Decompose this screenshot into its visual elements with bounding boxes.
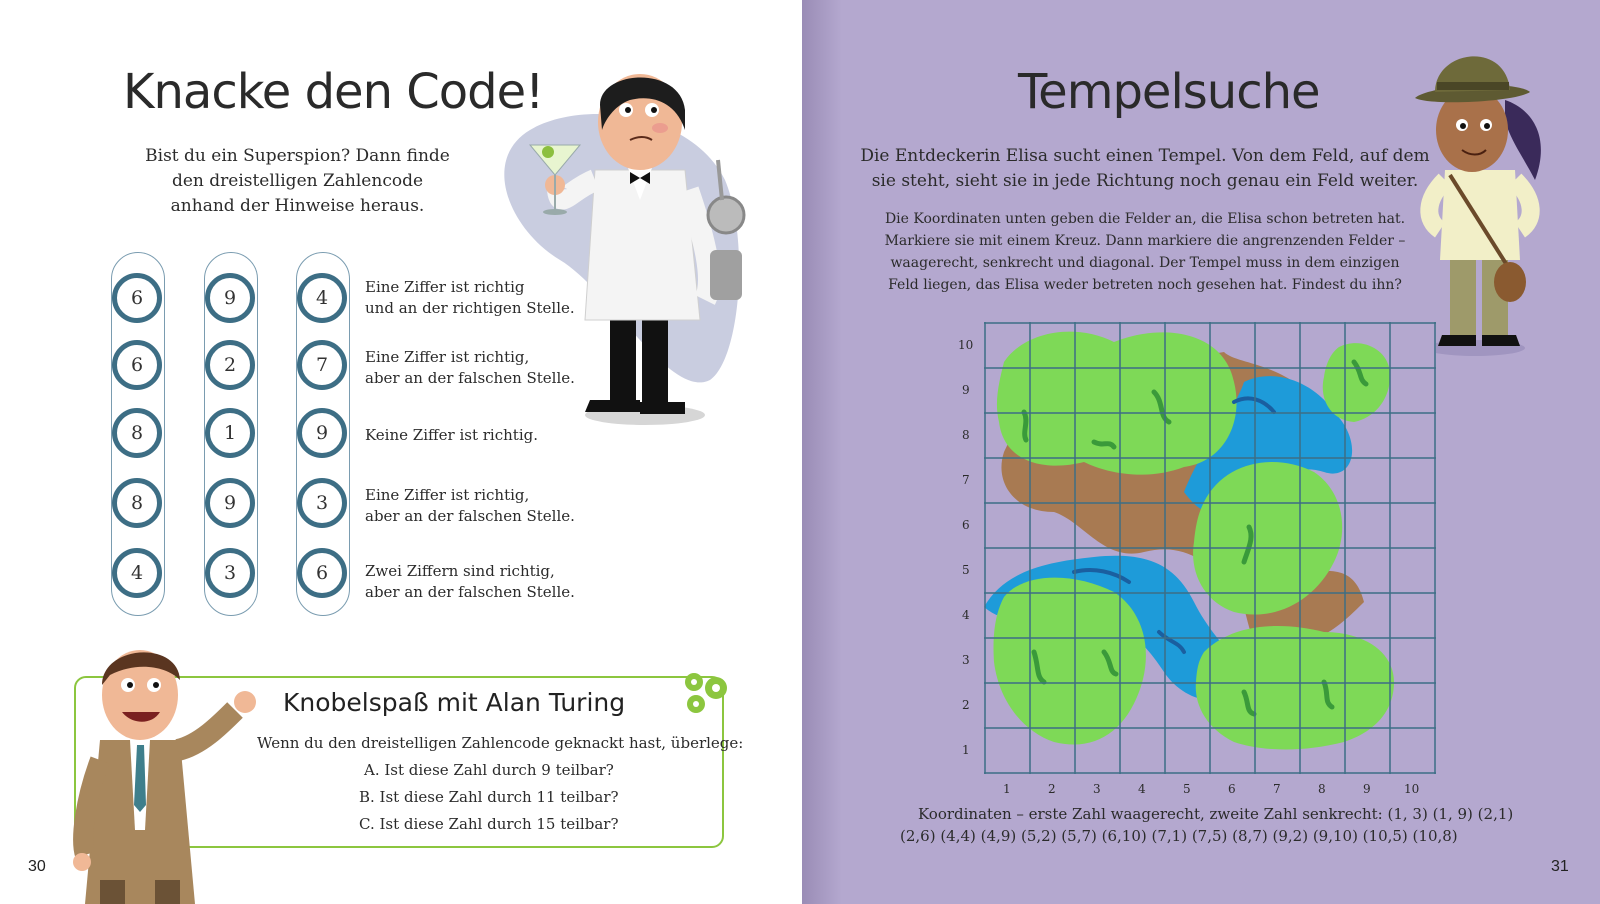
grid-y-label: 6 (962, 518, 970, 532)
grid-y-label: 1 (962, 743, 970, 757)
grid-x-label: 7 (1273, 782, 1281, 796)
code-digit: 2 (205, 340, 255, 390)
code-digit: 9 (205, 478, 255, 528)
grid-x-label: 5 (1183, 782, 1191, 796)
code-hint: Eine Ziffer ist richtig und an der richtigen Stelle. (365, 278, 575, 317)
grid-x-label: 6 (1228, 782, 1236, 796)
grid-y-label: 5 (962, 563, 970, 577)
intro-line: sie steht, sieht sie in jede Richtung noch genau ein Feld weiter. (871, 171, 1419, 191)
spy-illustration (490, 60, 780, 440)
code-intro (130, 144, 465, 219)
turing-box-title: Knobelspaß mit Alan Turing (283, 688, 626, 717)
code-digit: 9 (297, 408, 347, 458)
grid-x-label: 4 (1138, 782, 1146, 796)
page-title-temple: Tempelsuche (1018, 64, 1320, 120)
grid-x-label: 3 (1093, 782, 1101, 796)
turing-question-item: B. Ist diese Zahl durch 11 teilbar? (359, 788, 619, 806)
code-digit: 9 (205, 273, 255, 323)
page-number-right: 31 (1551, 858, 1569, 875)
coordinates-line: (2,6) (4,4) (4,9) (5,2) (5,7) (6,10) (7,1) (7,5) (8,7) (9,2) (9,10) (10,5) (10,8) (900, 827, 1458, 845)
grid-x-label: 2 (1048, 782, 1056, 796)
code-digit: 4 (112, 548, 162, 598)
grid-x-label: 9 (1363, 782, 1371, 796)
intro-line: den dreistelligen Zahlencode (171, 171, 424, 191)
instruction-line: Feld liegen, das Elisa weder betreten noch gesehen hat. Findest du ihn? (888, 277, 1402, 293)
grid-y-label: 3 (962, 653, 970, 667)
grid-x-label: 10 (1404, 782, 1420, 796)
code-hint: Eine Ziffer ist richtig, aber an der falschen Stelle. (365, 348, 575, 387)
book-spine-shadow (802, 0, 842, 904)
temple-map-grid (984, 322, 1436, 774)
code-digit: 3 (205, 548, 255, 598)
grid-y-label: 7 (962, 473, 970, 487)
explorer-illustration (1410, 30, 1560, 360)
code-digit: 8 (112, 408, 162, 458)
code-digit: 6 (297, 548, 347, 598)
alan-turing-illustration (60, 640, 260, 904)
code-hint: Zwei Ziffern sind richtig, aber an der falschen Stelle. (365, 562, 575, 601)
grid-x-label: 1 (1003, 782, 1011, 796)
turing-question-item: C. Ist diese Zahl durch 15 teilbar? (359, 815, 619, 833)
code-digit: 3 (297, 478, 347, 528)
code-digit: 4 (297, 273, 347, 323)
temple-intro (850, 144, 1440, 194)
turing-question-item: A. Ist diese Zahl durch 9 teilbar? (364, 761, 614, 779)
temple-instructions (860, 208, 1430, 296)
intro-line: Bist du ein Superspion? Dann finde (145, 146, 450, 166)
grid-y-label: 2 (962, 698, 970, 712)
grid-y-label: 10 (958, 338, 974, 352)
code-digit: 1 (205, 408, 255, 458)
turing-question: Wenn du den dreistelligen Zahlencode geknackt hast, überlege: (257, 734, 744, 752)
page-title-code: Knacke den Code! (123, 64, 544, 120)
coordinates-line: Koordinaten – erste Zahl waagerecht, zweite Zahl senkrecht: (1, 3) (1, 9) (2,1) (918, 805, 1514, 823)
code-digit: 6 (112, 340, 162, 390)
grid-y-label: 9 (962, 383, 970, 397)
instruction-line: waagerecht, senkrecht und diagonal. Der Tempel muss in dem einzigen (890, 255, 1400, 271)
code-hint: Keine Ziffer ist richtig. (365, 426, 538, 444)
grid-x-label: 8 (1318, 782, 1326, 796)
page-number-left: 30 (28, 858, 46, 875)
instruction-line: Markiere sie mit einem Kreuz. Dann markiere die angrenzenden Felder – (884, 233, 1406, 249)
coordinates-list (900, 803, 1513, 847)
code-hint: Eine Ziffer ist richtig, aber an der falschen Stelle. (365, 486, 575, 525)
code-digit: 7 (297, 340, 347, 390)
grid-y-label: 4 (962, 608, 970, 622)
intro-line: anhand der Hinweise heraus. (170, 196, 425, 216)
instruction-line: Die Koordinaten unten geben die Felder an, die Elisa schon betreten hat. (884, 211, 1406, 227)
code-digit: 8 (112, 478, 162, 528)
gear-icon (680, 670, 734, 718)
grid-y-label: 8 (962, 428, 970, 442)
intro-line: Die Entdeckerin Elisa sucht einen Tempel. Von dem Feld, auf dem (860, 146, 1430, 166)
code-digit: 6 (112, 273, 162, 323)
